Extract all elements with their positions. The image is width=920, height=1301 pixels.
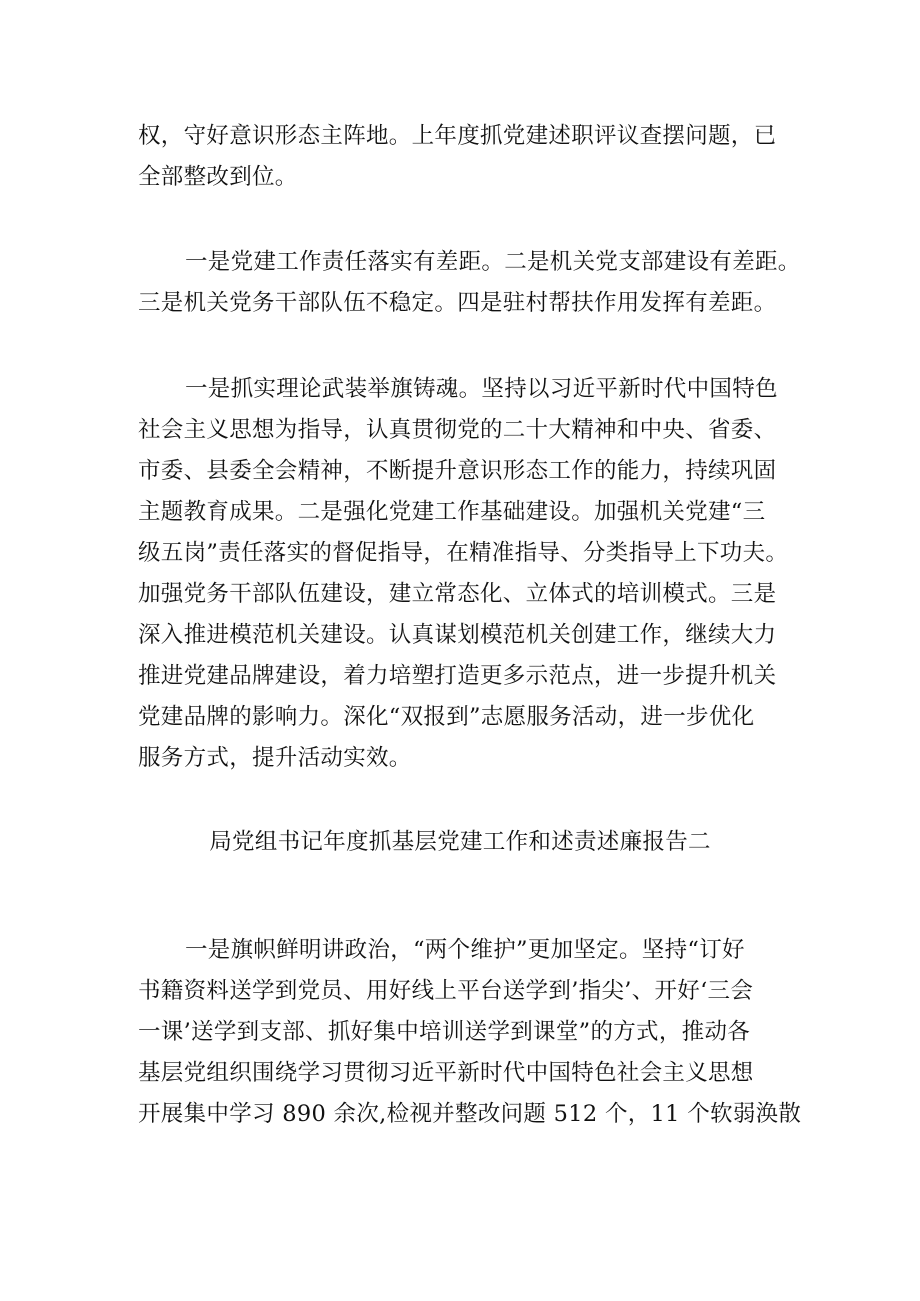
paragraph-line: 权，守好意识形态主阵地。上年度抓党建述职评议查摆问题，已 <box>138 123 777 149</box>
paragraph-line: 一是党建工作责任落实有差距。二是机关党支部建设有差距。 <box>185 249 801 275</box>
paragraph-1 <box>138 116 798 198</box>
paragraph-line: 社会主义思想为指导，认真贯彻党的二十大精神和中央、省委、 <box>138 417 777 443</box>
paragraph-line: 一是抓实理论武装举旗铸魂。坚持以习近平新时代中国特色 <box>185 376 778 402</box>
paragraph-line: 加强党务干部队伍建设，建立常态化、立体式的培训模式。三是 <box>138 581 777 607</box>
paragraph-line: 一课’送学到支部、抓好集中培训送学到课堂”的方式，推动各 <box>138 1019 751 1045</box>
section-heading: 局党组书记年度抓基层党建工作和述责述廉报告二 <box>209 829 711 855</box>
paragraph-4 <box>138 930 802 1135</box>
paragraph-line: 推进党建品牌建设，着力培塑打造更多示范点，进一步提升机关 <box>138 663 777 689</box>
paragraph-line: 市委、县委全会精神，不断提升意识形态工作的能力，持续巩固 <box>138 458 777 484</box>
paragraph-line: 开展集中学习 890 余次,检视并整改问题 512 个，11 个软弱涣散 <box>138 1101 802 1127</box>
paragraph-line: 三是机关党务干部队伍不稳定。四是驻村帮扶作用发挥有差距。 <box>138 290 777 316</box>
paragraph-2 <box>138 242 801 324</box>
paragraph-line: 党建品牌的影响力。深化“双报到”志愿服务活动，进一步优化 <box>138 704 755 730</box>
paragraph-3 <box>138 369 798 779</box>
paragraph-line: 级五岗”责任落实的督促指导，在精准指导、分类指导上下功夫。 <box>138 540 789 566</box>
paragraph-line: 基层党组织围绕学习贯彻习近平新时代中国特色社会主义思想 <box>138 1060 754 1086</box>
paragraph-line: 主题教育成果。二是强化党建工作基础建设。加强机关党建“三 <box>138 499 766 525</box>
paragraph-line: 全部整改到位。 <box>138 164 298 190</box>
paragraph-line: 书籍资料送学到党员、用好线上平台送学到’指尖’、开好‘三会 <box>138 978 754 1004</box>
paragraph-line: 深入推进模范机关建设。认真谋划模范机关创建工作，继续大力 <box>138 622 777 648</box>
paragraph-line: 一是旗帜鲜明讲政治，“两个维护”更加坚定。坚持“订好 <box>185 937 745 963</box>
paragraph-line: 服务方式，提升活动实效。 <box>138 745 412 771</box>
